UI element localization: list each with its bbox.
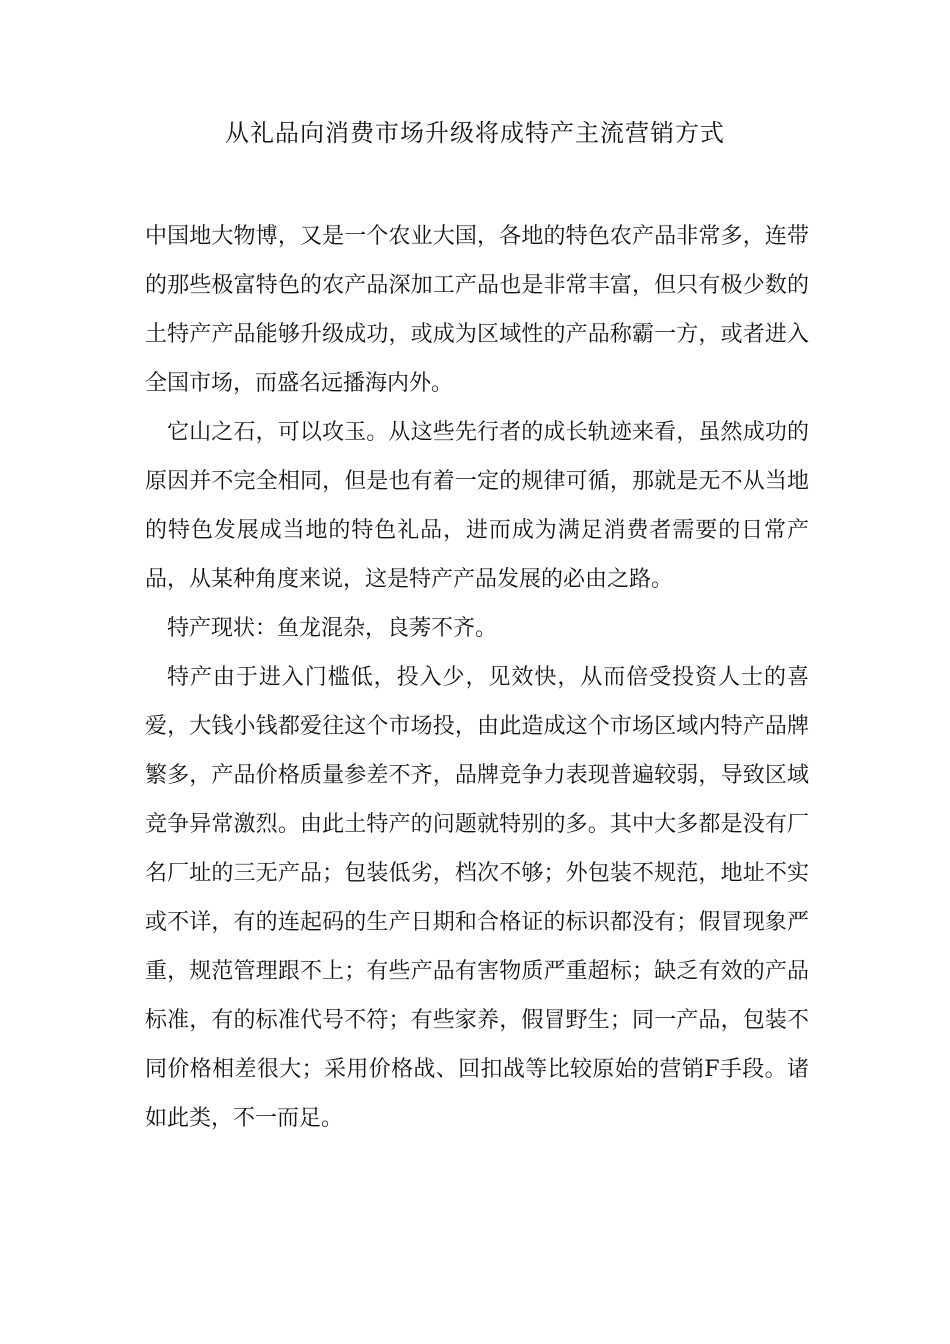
document-body — [145, 212, 809, 1143]
paragraph-3: 特产现状：鱼龙混杂，良莠不齐。 — [167, 616, 498, 641]
paragraph-1: 中国地大物博，又是一个农业大国，各地的特色农产品非常多，连带的那些极富特色的农产品深加工产品也是非常丰富，但只有极少数的土特产产品能够升级成功，或成为区域性的产品称霸一方，或者进入全国市场，而盛名远播海内外。 — [145, 224, 809, 396]
paragraph-2: 它山之石，可以攻玉。从这些先行者的成长轨迹来看，虽然成功的原因并不完全相同，但是也有着一定的规律可循，那就是无不从当地的特色发展成当地的特色礼品，进而成为满足消费者需要的日常产品，从某种角度来说，这是特产产品发展的必由之路。 — [145, 420, 809, 592]
paragraph-4: 特产由于进入门槛低，投入少，见效快，从而倍受投资人士的喜爱，大钱小钱都爱往这个市场投，由此造成这个市场区域内特产品牌繁多，产品价格质量参差不齐，品牌竞争力表现普遍较弱，导致区域竞争异常激烈。由此土特产的问题就特别的多。其中大多都是没有厂名厂址的三无产品；包装低劣，档次不够；外包装不规范，地址不实或不详，有的连起码的生产日期和合格证的标识都没有；假冒现象严重，规范管理跟不上；有些产品有害物质严重超标；缺乏有效的产品标准，有的标准代号不符；有些家养，假冒野生；同一产品，包装不同价格相差很大；采用价格战、回扣战等比较原始的营销F手段。诸如此类，不一而足。 — [145, 665, 809, 1131]
document-title: 从礼品向消费市场升级将成特产主流营销方式 — [225, 119, 725, 147]
